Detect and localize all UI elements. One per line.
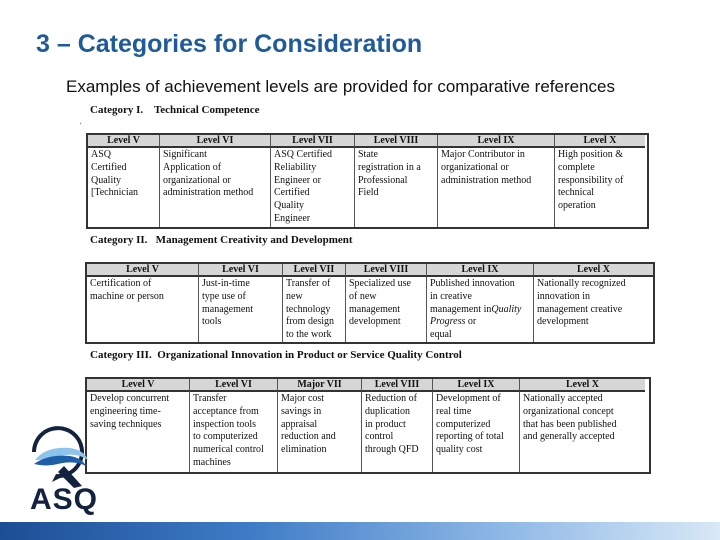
table-header: Level IX bbox=[433, 379, 520, 392]
quality-progress-title: Quality Progress bbox=[430, 303, 522, 328]
table-cell: ASQ Certified Reliability Engineer or Certified Quality Engineer bbox=[271, 148, 355, 227]
footer-gradient-bar bbox=[0, 522, 720, 540]
table-cell: Transfer acceptance from inspection tools to computerized numerical control machines bbox=[190, 392, 278, 472]
table-header: Level VIII bbox=[362, 379, 433, 392]
table-cell: Specialized use of new management development bbox=[346, 277, 427, 342]
table-cell: Develop concurrent engineering time- saving techniques bbox=[87, 392, 190, 472]
table-header: Major VII bbox=[278, 379, 362, 392]
table-header: Level V bbox=[87, 264, 199, 277]
category-2-table bbox=[85, 262, 655, 344]
table-cell: Reduction of duplication in product control through QFD bbox=[362, 392, 433, 472]
table-header: Level VI bbox=[160, 135, 271, 148]
table-cell bbox=[427, 277, 534, 342]
cell-text: or bbox=[465, 316, 477, 328]
table-cell: Major Contributor in organizational or administration method bbox=[438, 148, 555, 227]
table-header: Level X bbox=[534, 264, 653, 277]
table-cell: Nationally accepted organizational concept that has been published and generally accepted bbox=[523, 393, 617, 443]
logo-text: ASQ bbox=[30, 483, 99, 516]
cell-text: equal bbox=[430, 329, 452, 341]
cell-text: Published innovation in creative management in bbox=[430, 278, 515, 315]
table-cell: Major cost savings in appraisal reduction and elimination bbox=[278, 392, 362, 472]
table-header: Level IX bbox=[427, 264, 534, 277]
table-header: Level VII bbox=[271, 135, 355, 148]
table-header: Level VIII bbox=[355, 135, 438, 148]
category-3-table bbox=[85, 377, 651, 474]
table-header: Level VIII bbox=[346, 264, 427, 277]
margin-mark: ' bbox=[80, 121, 82, 131]
table-cell: High position & complete responsibility of technical operation bbox=[558, 149, 624, 212]
table-cell: Transfer of new technology from design to the work bbox=[283, 277, 346, 342]
table-cell: Development of real time computerized reporting of total quality cost bbox=[433, 392, 520, 472]
category-2-heading: Category II. Management Creativity and Development bbox=[90, 234, 353, 246]
table-header: Level X bbox=[555, 135, 645, 148]
table-header: Level IX bbox=[438, 135, 555, 148]
category-3-heading: Category III. Organizational Innovation in Product or Service Quality Control bbox=[90, 349, 462, 361]
table-cell: Significant Application of organizational or administration method bbox=[160, 148, 271, 227]
table-cell: State registration in a Professional Field bbox=[355, 148, 438, 227]
table-header: Level VI bbox=[199, 264, 283, 277]
table-cell: Nationally recognized innovation in management creative development bbox=[537, 278, 626, 328]
slide-title: 3 – Categories for Consideration bbox=[36, 30, 423, 58]
category-1-table bbox=[86, 133, 649, 229]
table-header: Level V bbox=[87, 379, 190, 392]
table-header: Level X bbox=[520, 379, 645, 392]
table-header: Level V bbox=[88, 135, 160, 148]
table-cell: Certification of machine or person bbox=[87, 277, 199, 342]
table-header: Level VII bbox=[283, 264, 346, 277]
table-cell: ASQ Certified Quality [Technician bbox=[88, 148, 160, 227]
table-header: Level VI bbox=[190, 379, 278, 392]
table-cell: Just-in-time type use of management tools bbox=[199, 277, 283, 342]
category-1-heading: Category I. Technical Competence bbox=[90, 104, 260, 116]
asq-logo-icon bbox=[26, 426, 94, 490]
slide-subtitle: Examples of achievement levels are provided for comparative references bbox=[66, 77, 615, 96]
